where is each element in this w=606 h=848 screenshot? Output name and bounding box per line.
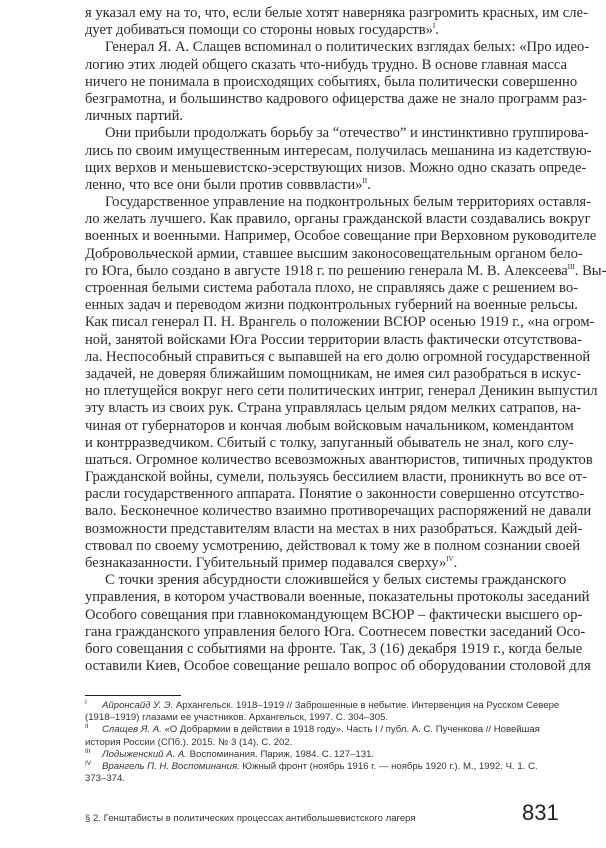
paragraph	[85, 5, 588, 39]
footnote-text: Южный фронт (ноябрь 1916 г. — ноябрь 1920 г.). М., 1992. Ч. 1. С. 373–374.	[85, 761, 538, 785]
footnote-ref: IV	[446, 555, 454, 563]
paragraph	[85, 194, 606, 572]
line-text: вало. Бесконечное количество взаимно противоречащих распоряжений не давали	[85, 503, 592, 520]
line-text: задачей, не доверяя ближайшим помощникам, не имея сил разобраться в искус-	[85, 365, 582, 382]
footnote	[85, 761, 560, 785]
text-line	[85, 56, 567, 74]
text-line	[85, 572, 567, 589]
text-line	[85, 503, 592, 520]
text-line	[85, 606, 583, 624]
line-text: енных задач и переводом жизни подконтрольных губерний на военные рельсы.	[85, 297, 578, 314]
line-text: безнаказанности. Губительный пример подавался сверху»	[85, 555, 447, 571]
text-line	[85, 314, 595, 331]
line-text: Генерал Я. А. Слащев вспоминал о политических взглядах белых: «Про идео-	[105, 39, 590, 56]
line-text: Они прибыли продолжать борьбу за “отечество” и инстинктивно группирова-	[105, 125, 589, 142]
line-text: бого совещания с событиями на фронте. Так, 3 (16) декабря 1919 г., когда белые	[85, 640, 583, 657]
text-line	[85, 383, 598, 400]
line-text: го Юга, было создано в августе 1918 г. по решению генерала М. В. Алексеева	[85, 262, 568, 279]
line-text: управления, в котором участвовали военные, показательны протоколы заседаний	[85, 589, 590, 606]
footnote-body	[85, 761, 538, 784]
line-text: безграмотна, и большинство кадрового офицерства даже не знало программ раз-	[85, 90, 587, 107]
text-line	[85, 623, 586, 641]
text-line	[85, 469, 587, 486]
line-text: Как писал генерал П. Н. Врангель о положении ВСЮР осенью 1919 г., «на огром-	[85, 314, 595, 331]
text-line	[85, 537, 581, 555]
body-text	[85, 5, 606, 675]
text-line	[85, 555, 555, 572]
text-line	[85, 159, 587, 177]
footnote-text: «О Добрармии в действии в 1918 году». Часть I / публ. А. С. Пученкова // Новейшая история России (СПб.). 2015. № 3 (14). С. 202.	[85, 724, 540, 748]
text-line	[85, 297, 578, 314]
text-line	[85, 365, 582, 383]
line-text: С точки зрения абсурдности сложившейся у белых системы гражданского	[105, 572, 567, 589]
text-line	[85, 5, 588, 22]
text-line	[85, 228, 597, 245]
text-line	[85, 280, 578, 297]
footnote-marker: I	[85, 699, 87, 706]
text-line	[85, 245, 583, 263]
footnote-marker: II	[85, 723, 89, 731]
text-line	[85, 22, 555, 39]
line-text: я указал ему на то, что, если белые хотят наверняка разгромить красных, им сле-	[85, 5, 588, 21]
footnote-ref: II	[362, 176, 368, 185]
line-text: строенная белыми система работала плохо, не справляясь даже с решением во-	[85, 280, 578, 296]
paragraph	[85, 125, 592, 194]
text-line	[85, 177, 555, 194]
footnote-text: Воспоминания. Париж, 1984. С. 127–131.	[186, 748, 375, 760]
text-line	[85, 400, 582, 417]
text-line	[85, 417, 574, 435]
line-tail: .	[367, 176, 371, 193]
text-line	[85, 142, 592, 160]
footnote-author: Слащев Я. А.	[102, 724, 162, 736]
line-text: ло желать лучшего. Как правило, органы гражданской власти создавались вокруг	[85, 211, 591, 228]
text-line	[85, 486, 585, 503]
footnote	[85, 700, 560, 724]
text-line	[85, 125, 589, 142]
line-text: ной, занятой войсками Юга России территории власть фактически отсутствова-	[85, 331, 583, 348]
footnote-marker: IV	[85, 760, 92, 768]
text-line	[85, 39, 590, 56]
footnote-body	[85, 749, 374, 760]
text-line	[85, 211, 591, 228]
line-text: эту власть из своих рук. Страна управлялась целым рядом мелких сатрапов, на-	[85, 400, 582, 417]
paragraph	[85, 39, 590, 125]
line-text: возможности представителям власти на местах в них разобраться. Каждый дей-	[85, 520, 583, 537]
line-tail: .	[453, 555, 458, 571]
text-line	[85, 90, 587, 108]
page-number: 831	[522, 800, 559, 825]
text-line	[85, 658, 591, 675]
text-line	[85, 73, 578, 91]
line-text: оставили Киев, Особое совещание решало вопрос об оборудовании столовой для	[85, 658, 591, 675]
text-line	[85, 262, 606, 280]
footnote-author: Врангель П. Н. Воспоминания.	[102, 761, 240, 773]
footnote-body	[85, 724, 540, 747]
footnote-text: Архангельск. 1918–1919 // Заброшенные в небытие. Интервенция на Русском Севере (1918–1919) глазами ее участников. Архангельск, 1997. С. 304–305.	[85, 700, 560, 724]
line-text: чиная от губернаторов и кончая любым войсковым начальником, комендантом	[85, 417, 574, 434]
line-text: расли государственного аппарата. Понятие о законности совершенно отсутство-	[85, 486, 585, 503]
footnote	[85, 724, 560, 748]
footnotes	[85, 700, 560, 785]
text-line	[85, 451, 593, 469]
line-text: Особого совещания при главнокомандующем ВСЮР – фактически высшего ор-	[85, 606, 583, 623]
footnote-author: Айронсайд У. Э.	[102, 700, 174, 711]
line-text: ствовал по своему усмотрению, действовал к тому же в полном сознании своей	[85, 537, 581, 554]
text-line	[85, 348, 591, 366]
line-text: Добровольческой армии, ставшее высшим законосовещательным органом бело-	[85, 245, 583, 262]
footnote-ref: I	[432, 22, 436, 31]
line-text: лись по своим имущественным интересам, получилась мешанина из кадетствую-	[85, 142, 592, 159]
line-text: и контрразведчиком. Сбитый с толку, запуганный обыватель не знал, кого слу-	[85, 434, 574, 451]
line-text: шаться. Огромное количество всевозможных авантюристов, типичных продуктов	[85, 451, 593, 468]
line-text: ла. Неспособный справиться с выпавшей на его долю огромной государственной	[85, 348, 591, 365]
text-line	[85, 520, 583, 538]
line-text: дует добиваться помощи со стороны новых государств»	[85, 22, 433, 39]
footnote-divider	[85, 695, 181, 696]
footnote-author: Лодыженский А. А.	[102, 748, 187, 760]
text-line	[85, 640, 583, 658]
line-tail: .	[435, 22, 439, 39]
line-text: Гражданской войны, сумели, пользуясь бессилием власти, проникнуть во все от-	[85, 469, 587, 486]
text-line	[85, 434, 574, 452]
footnote-marker: III	[85, 747, 91, 755]
text-line	[85, 589, 590, 606]
footnote-body	[85, 700, 559, 723]
line-text: щих верхов и меньшевистско-эсерствующих низов. Можно одно сказать опреде-	[85, 159, 587, 176]
line-text: Государственное управление на подконтрольных белым территориях оставля-	[105, 194, 591, 211]
running-footer-title: § 2. Генштабисты в политических процессах антибольшевистского лагеря	[85, 813, 416, 824]
line-text: ничего не понимала в происходящих событиях, была политически совершенно	[85, 73, 578, 90]
line-text: личных партий.	[85, 108, 184, 125]
line-text: ленно, что все они были против совввласти»	[85, 176, 363, 193]
line-text: но плетущейся вокруг него сети политических интриг, генерал Деникин выпустил	[85, 383, 598, 400]
paragraph	[85, 572, 591, 675]
footnote	[85, 749, 560, 761]
text-line	[85, 194, 591, 211]
footnote-ref: III	[567, 262, 575, 271]
line-tail: . Вы-	[574, 262, 606, 279]
line-text: военных и военными. Например, Особое совещание при Верховном руководителе	[85, 228, 597, 245]
text-line	[85, 331, 583, 349]
line-text: гана гражданского управления белого Юга. Соотнесем повестки заседаний Осо-	[85, 623, 586, 640]
line-text: логию этих людей общего сказать что-нибудь трудно. В основе главная масса	[85, 56, 567, 73]
text-line	[85, 108, 555, 125]
